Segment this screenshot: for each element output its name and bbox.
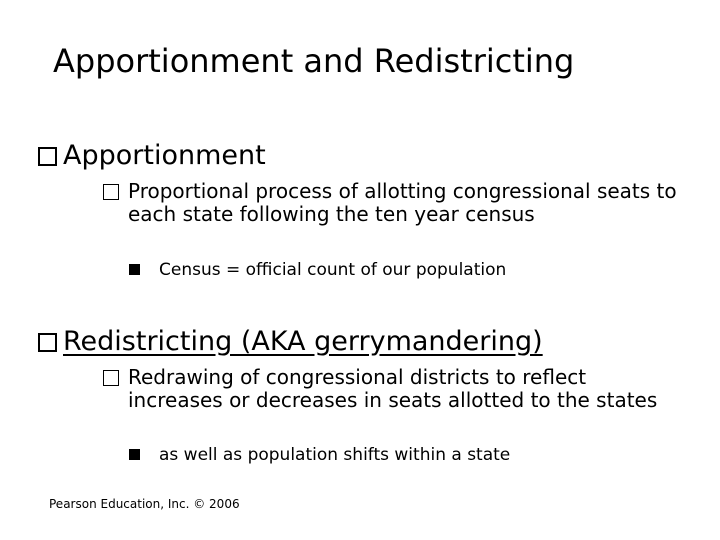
bullet-apportionment [38,140,266,172]
hollow-square-bullet-icon [103,370,119,386]
redistricting-definition-text: Redrawing of congressional districts to reflect increases or decreases in seats allotted to the states [128,365,658,412]
filled-square-bullet-icon [129,264,140,275]
apportionment-heading: Apportionment [63,140,266,171]
hollow-square-bullet-icon [103,184,119,200]
filled-square-bullet-icon [129,449,140,460]
redistricting-heading: Redistricting (AKA gerrymandering) [63,326,543,357]
population-shift-detail-text: as well as population shifts within a state [159,445,511,465]
apportionment-definition-text: Proportional process of allotting congressional seats to each state following the ten year census [128,179,677,226]
hollow-square-bullet-icon [38,333,57,352]
census-detail [129,260,506,280]
slide-title: Apportionment and Redistricting [53,42,575,80]
apportionment-definition [103,180,683,226]
footer-copyright: Pearson Education, Inc. © 2006 [49,497,240,511]
population-shift-detail [129,445,510,465]
redistricting-definition [103,366,683,412]
bullet-redistricting [38,326,543,358]
hollow-square-bullet-icon [38,147,57,166]
census-detail-text: Census = official count of our population [159,260,507,280]
